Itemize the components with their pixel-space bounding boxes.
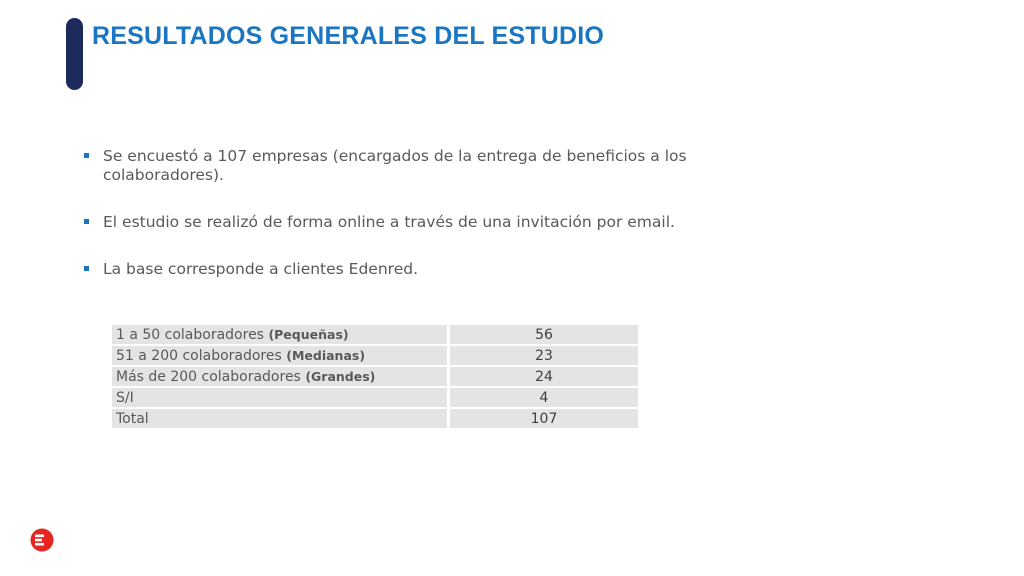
row-size-tag: (Grandes): [305, 368, 376, 384]
row-label: Más de 200 colaboradores: [116, 368, 301, 385]
square-bullet-icon: [84, 219, 89, 224]
table-row: [112, 346, 638, 365]
row-label: 51 a 200 colaboradores: [116, 347, 282, 364]
row-label-cell: [112, 388, 450, 407]
edenred-logo-icon: [30, 528, 54, 552]
row-value: 107: [450, 409, 638, 428]
row-value: 23: [450, 346, 638, 365]
row-value: 4: [450, 388, 638, 407]
row-label-cell: [112, 409, 450, 428]
square-bullet-icon: [84, 266, 89, 271]
row-size-tag: (Pequeñas): [268, 326, 349, 342]
bullet-text: La base corresponde a clientes Edenred.: [103, 260, 418, 278]
bullet-text: El estudio se realizó de forma online a través de una invitación por email.: [103, 213, 675, 231]
bullet-item: [84, 260, 764, 279]
row-label-cell: [112, 346, 450, 365]
row-label-cell: [112, 367, 450, 386]
bullet-list: [84, 147, 764, 279]
row-value: 24: [450, 367, 638, 386]
row-size-tag: (Medianas): [286, 347, 366, 363]
row-label: 1 a 50 colaboradores: [116, 326, 264, 343]
table-row: [112, 367, 638, 386]
row-label-cell: [112, 325, 450, 344]
row-label: Total: [116, 410, 149, 427]
page-title: RESULTADOS GENERALES DEL ESTUDIO: [92, 22, 605, 50]
row-value: 56: [450, 325, 638, 344]
bullet-text: Se encuestó a 107 empresas (encargados de la entrega de beneficios a los colaboradores).: [103, 147, 687, 184]
square-bullet-icon: [84, 153, 89, 158]
title-accent-bar: [66, 18, 83, 90]
table-row: [112, 409, 638, 428]
table-row: [112, 325, 638, 344]
bullet-item: [84, 213, 764, 232]
bullet-item: [84, 147, 764, 185]
row-label: S/I: [116, 389, 134, 406]
company-size-table: [112, 323, 638, 430]
table-row: [112, 388, 638, 407]
